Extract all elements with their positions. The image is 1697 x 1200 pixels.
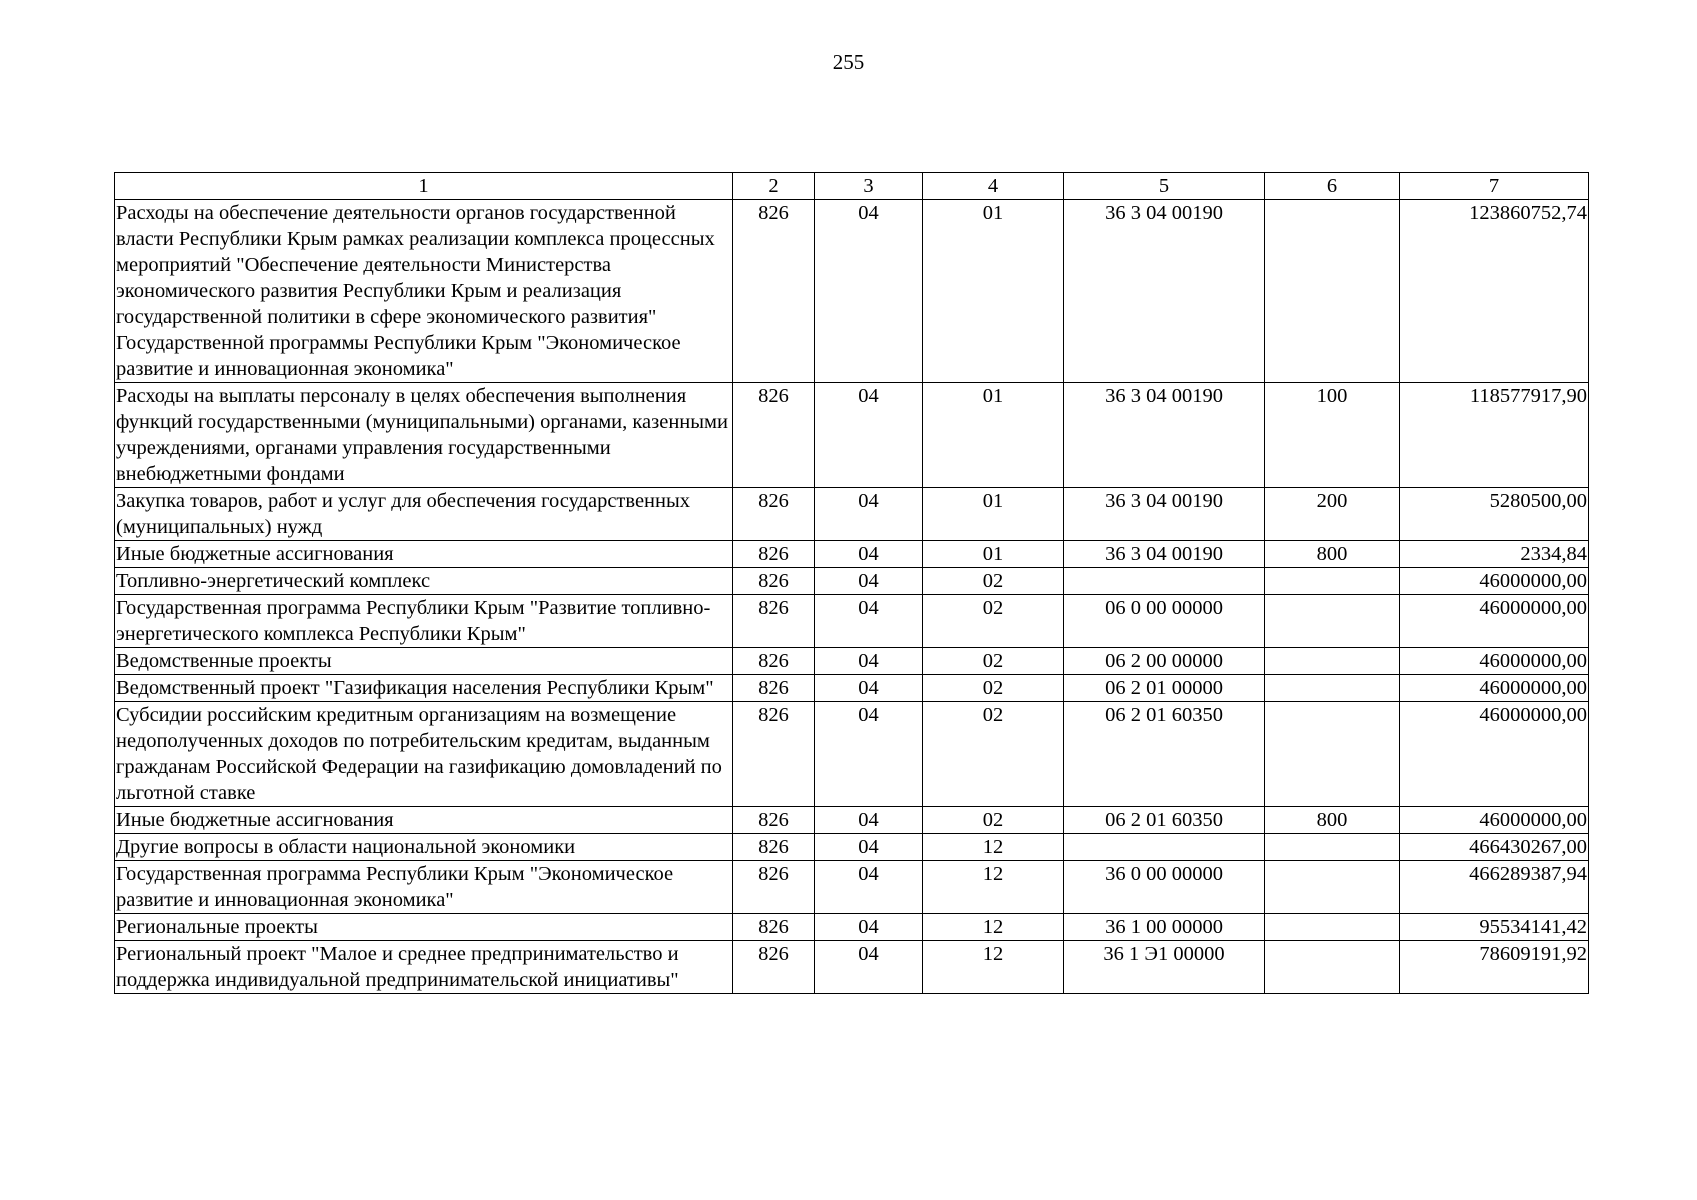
- expense-type-cell: [1265, 834, 1400, 861]
- subsection-cell: 01: [923, 383, 1064, 488]
- ministry-code-cell: 826: [733, 941, 815, 994]
- subsection-cell: 01: [923, 488, 1064, 541]
- page-number: 255: [832, 50, 865, 74]
- expense-type-cell: [1265, 861, 1400, 914]
- expense-name-cell: Ведомственный проект "Газификация населения Республики Крым": [115, 675, 733, 702]
- expense-type-cell: [1265, 595, 1400, 648]
- expense-type-cell: [1265, 914, 1400, 941]
- table-row: [115, 675, 1589, 702]
- amount-cell: 46000000,00: [1400, 807, 1589, 834]
- ministry-code-cell: 826: [733, 595, 815, 648]
- budget-table: [114, 172, 1589, 994]
- subsection-cell: 02: [923, 675, 1064, 702]
- ministry-code-cell: 826: [733, 383, 815, 488]
- amount-cell: 46000000,00: [1400, 648, 1589, 675]
- subsection-cell: 12: [923, 861, 1064, 914]
- target-article-cell: 06 2 01 60350: [1064, 807, 1265, 834]
- amount-cell: 118577917,90: [1400, 383, 1589, 488]
- expense-name-cell: Расходы на обеспечение деятельности органов государственной власти Республики Крым рамках реализации комплекса процессных мероприятий "Обеспечение деятельности Министерства экономического развития Республики Крым и реализация государственной политики в сфере экономического развития" Государственной программы Республики Крым "Экономическое развитие и инновационная экономика": [115, 200, 733, 383]
- subsection-cell: 02: [923, 702, 1064, 807]
- expense-type-cell: 100: [1265, 383, 1400, 488]
- amount-cell: 123860752,74: [1400, 200, 1589, 383]
- expense-name-cell: Топливно-энергетический комплекс: [115, 568, 733, 595]
- target-article-cell: [1064, 568, 1265, 595]
- amount-cell: 95534141,42: [1400, 914, 1589, 941]
- amount-cell: 46000000,00: [1400, 595, 1589, 648]
- table-row: [115, 807, 1589, 834]
- section-cell: 04: [815, 200, 923, 383]
- ministry-code-cell: 826: [733, 914, 815, 941]
- section-cell: 04: [815, 488, 923, 541]
- ministry-code-cell: 826: [733, 648, 815, 675]
- expense-type-cell: [1265, 648, 1400, 675]
- subsection-cell: 12: [923, 834, 1064, 861]
- header-row: [115, 173, 1589, 200]
- target-article-cell: 06 2 00 00000: [1064, 648, 1265, 675]
- expense-name-cell: Региональные проекты: [115, 914, 733, 941]
- expense-type-cell: 800: [1265, 807, 1400, 834]
- column-header: 6: [1265, 173, 1400, 200]
- target-article-cell: 06 0 00 00000: [1064, 595, 1265, 648]
- expense-type-cell: [1265, 200, 1400, 383]
- section-cell: 04: [815, 702, 923, 807]
- amount-cell: 466430267,00: [1400, 834, 1589, 861]
- section-cell: 04: [815, 541, 923, 568]
- expense-type-cell: [1265, 675, 1400, 702]
- target-article-cell: 36 1 Э1 00000: [1064, 941, 1265, 994]
- expense-type-cell: 200: [1265, 488, 1400, 541]
- section-cell: 04: [815, 675, 923, 702]
- subsection-cell: 02: [923, 568, 1064, 595]
- amount-cell: 46000000,00: [1400, 675, 1589, 702]
- expense-name-cell: Региональный проект "Малое и среднее предпринимательство и поддержка индивидуальной предпринимательской инициативы": [115, 941, 733, 994]
- expense-type-cell: 800: [1265, 541, 1400, 568]
- ministry-code-cell: 826: [733, 861, 815, 914]
- subsection-cell: 02: [923, 595, 1064, 648]
- column-header: 7: [1400, 173, 1589, 200]
- amount-cell: 5280500,00: [1400, 488, 1589, 541]
- table-row: [115, 595, 1589, 648]
- target-article-cell: 36 3 04 00190: [1064, 383, 1265, 488]
- section-cell: 04: [815, 648, 923, 675]
- column-header: 5: [1064, 173, 1265, 200]
- ministry-code-cell: 826: [733, 488, 815, 541]
- subsection-cell: 02: [923, 807, 1064, 834]
- table-row: [115, 541, 1589, 568]
- section-cell: 04: [815, 861, 923, 914]
- target-article-cell: 36 0 00 00000: [1064, 861, 1265, 914]
- column-header: 2: [733, 173, 815, 200]
- column-header: 4: [923, 173, 1064, 200]
- amount-cell: 78609191,92: [1400, 941, 1589, 994]
- table-row: [115, 488, 1589, 541]
- amount-cell: 46000000,00: [1400, 568, 1589, 595]
- expense-name-cell: Субсидии российским кредитным организациям на возмещение недополученных доходов по потребительским кредитам, выданным гражданам Российской Федерации на газификацию домовладений по льготной ставке: [115, 702, 733, 807]
- table-row: [115, 861, 1589, 914]
- table-row: [115, 914, 1589, 941]
- target-article-cell: 36 3 04 00190: [1064, 488, 1265, 541]
- subsection-cell: 12: [923, 914, 1064, 941]
- section-cell: 04: [815, 941, 923, 994]
- expense-name-cell: Ведомственные проекты: [115, 648, 733, 675]
- amount-cell: 2334,84: [1400, 541, 1589, 568]
- expense-name-cell: Государственная программа Республики Крым "Экономическое развитие и инновационная экономика": [115, 861, 733, 914]
- expense-name-cell: Государственная программа Республики Крым "Развитие топливно-энергетического комплекса Республики Крым": [115, 595, 733, 648]
- amount-cell: 46000000,00: [1400, 702, 1589, 807]
- ministry-code-cell: 826: [733, 200, 815, 383]
- ministry-code-cell: 826: [733, 702, 815, 807]
- target-article-cell: 06 2 01 00000: [1064, 675, 1265, 702]
- table-row: [115, 648, 1589, 675]
- section-cell: 04: [815, 568, 923, 595]
- table-row: [115, 941, 1589, 994]
- table-row: [115, 383, 1589, 488]
- ministry-code-cell: 826: [733, 541, 815, 568]
- expense-name-cell: Другие вопросы в области национальной экономики: [115, 834, 733, 861]
- expense-type-cell: [1265, 568, 1400, 595]
- ministry-code-cell: 826: [733, 807, 815, 834]
- section-cell: 04: [815, 383, 923, 488]
- section-cell: 04: [815, 807, 923, 834]
- amount-cell: 466289387,94: [1400, 861, 1589, 914]
- expense-name-cell: Иные бюджетные ассигнования: [115, 541, 733, 568]
- ministry-code-cell: 826: [733, 675, 815, 702]
- expense-type-cell: [1265, 702, 1400, 807]
- section-cell: 04: [815, 834, 923, 861]
- table-row: [115, 834, 1589, 861]
- expense-name-cell: Закупка товаров, работ и услуг для обеспечения государственных (муниципальных) нужд: [115, 488, 733, 541]
- column-header: 1: [115, 173, 733, 200]
- section-cell: 04: [815, 914, 923, 941]
- target-article-cell: 36 1 00 00000: [1064, 914, 1265, 941]
- subsection-cell: 12: [923, 941, 1064, 994]
- ministry-code-cell: 826: [733, 834, 815, 861]
- target-article-cell: 36 3 04 00190: [1064, 541, 1265, 568]
- subsection-cell: 02: [923, 648, 1064, 675]
- expense-name-cell: Расходы на выплаты персоналу в целях обеспечения выполнения функций государственными (муниципальными) органами, казенными учреждениями, органами управления государственными внебюджетными фондами: [115, 383, 733, 488]
- section-cell: 04: [815, 595, 923, 648]
- target-article-cell: [1064, 834, 1265, 861]
- target-article-cell: 36 3 04 00190: [1064, 200, 1265, 383]
- expense-name-cell: Иные бюджетные ассигнования: [115, 807, 733, 834]
- table-row: [115, 568, 1589, 595]
- expense-type-cell: [1265, 941, 1400, 994]
- subsection-cell: 01: [923, 541, 1064, 568]
- target-article-cell: 06 2 01 60350: [1064, 702, 1265, 807]
- ministry-code-cell: 826: [733, 568, 815, 595]
- table-row: [115, 200, 1589, 383]
- subsection-cell: 01: [923, 200, 1064, 383]
- column-header: 3: [815, 173, 923, 200]
- table-row: [115, 702, 1589, 807]
